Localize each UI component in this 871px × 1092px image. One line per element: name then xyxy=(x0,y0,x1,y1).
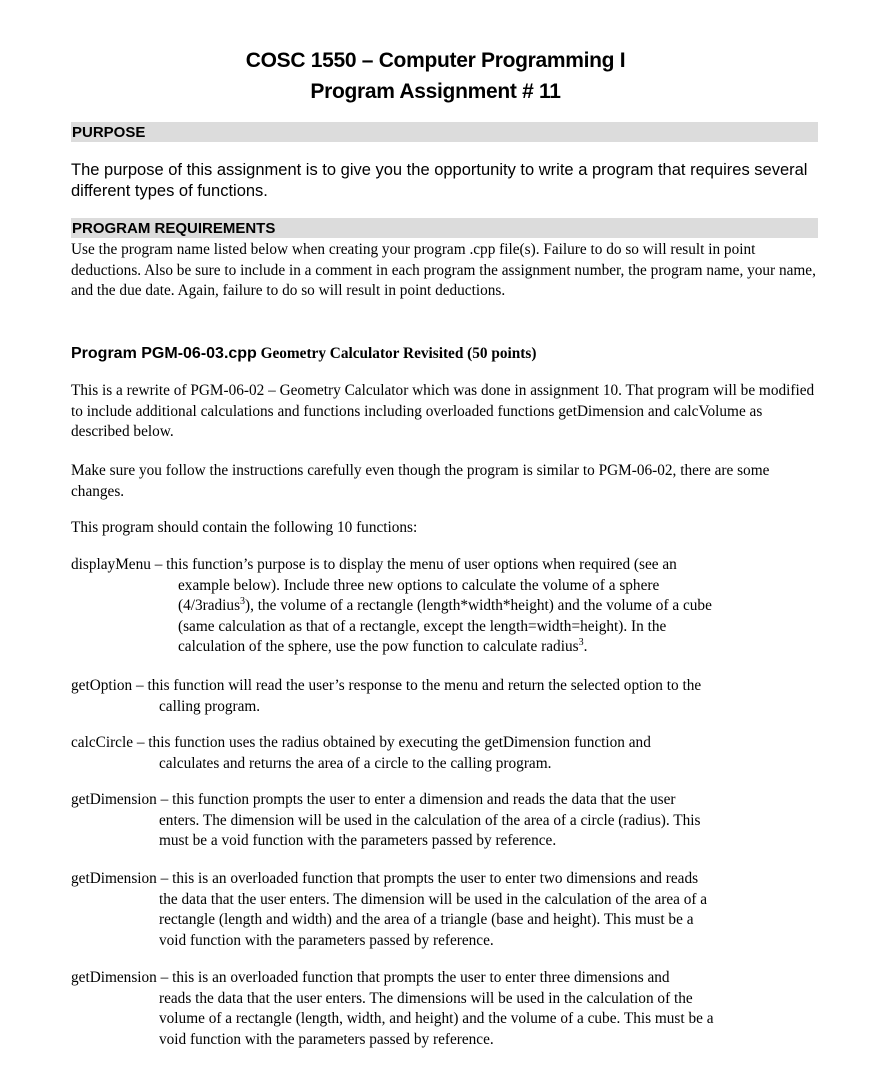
program-intro: This is a rewrite of PGM-06-02 – Geometry Calculator which was done in assignment 10. That program will be modified to include additional calculations and functions including overloaded functions getDimension and calcVolume as described below. xyxy=(71,382,815,441)
calc-circle-line1: calcCircle – this function uses the radius obtained by executing the getDimension function and xyxy=(71,734,651,751)
get-dimension-2-line1: getDimension – this is an overloaded function that prompts the user to enter two dimensions and reads xyxy=(71,870,699,887)
program-instructions: Make sure you follow the instructions carefully even though the program is similar to PGM-06-02, there are some changes. xyxy=(71,462,770,500)
program-heading xyxy=(71,344,821,364)
get-dimension-3-line1: getDimension – this is an overloaded function that prompts the user to enter three dimensions and xyxy=(71,969,670,986)
functions-intro: This program should contain the following 10 functions: xyxy=(71,519,418,536)
requirements-heading: PROGRAM REQUIREMENTS xyxy=(71,218,818,238)
display-menu-line2: example below). Include three new options to calculate the volume of a sphere xyxy=(178,576,660,594)
display-menu-line5: calculation of the sphere, use the pow function to calculate radius$^3$. xyxy=(178,637,588,656)
function-calc-circle xyxy=(71,733,819,774)
display-menu-line4: (same calculation as that of a rectangle, except the length=width=height). In the xyxy=(178,617,667,635)
purpose-text: The purpose of this assignment is to give you the opportunity to write a program that requires several different types of functions. xyxy=(71,161,808,200)
get-dimension-3-line2: reads the data that the user enters. The dimensions will be used in the calculation of the xyxy=(159,989,693,1007)
get-dimension-3-line3: volume of a rectangle (length, width, and height) and the volume of a cube. This must be a xyxy=(159,1010,714,1028)
display-menu-line1: displayMenu – this function’s purpose is to display the menu of user options when required (see an xyxy=(71,556,677,573)
get-dimension-2-line2: the data that the user enters. The dimension will be used in the calculation of the area of a xyxy=(159,890,708,908)
assignment-title: Program Assignment # 11 xyxy=(310,80,561,103)
function-display-menu xyxy=(71,555,819,658)
get-dimension-1-line2: enters. The dimension will be used in the calculation of the area of a circle (radius). This xyxy=(159,811,701,829)
function-get-dimension-2 xyxy=(71,869,819,951)
function-get-option xyxy=(71,676,819,717)
get-dimension-1-line1: getDimension – this function prompts the user to enter a dimension and reads the data that the user xyxy=(71,791,676,808)
function-get-dimension-3 xyxy=(71,968,819,1050)
function-get-dimension-1 xyxy=(71,790,819,852)
get-option-line1: getOption – this function will read the user’s response to the menu and return the selected option to the xyxy=(71,677,702,694)
course-title: COSC 1550 – Computer Programming I xyxy=(245,49,626,72)
display-menu-line3: (4/3radius$^3$), the volume of a rectangle (length*width*height) and the volume of a cube xyxy=(178,596,712,615)
program-file-name: Program PGM-06-03.cpp xyxy=(71,345,257,362)
calc-circle-line2: calculates and returns the area of a circle to the calling program. xyxy=(159,754,552,772)
get-option-line2: calling program. xyxy=(159,697,261,715)
program-title: Geometry Calculator Revisited (50 points) xyxy=(260,345,537,362)
get-dimension-2-line4: void function with the parameters passed by reference. xyxy=(159,931,494,949)
requirements-text: Use the program name listed below when creating your program .cpp file(s). Failure to do so will result in point deductions. Also be sure to include in a comment in each program the assignment number, the program name, your name, and the due date. Again, failure to do so will result in point deductions. xyxy=(71,241,816,300)
get-dimension-1-line3: must be a void function with the parameters passed by reference. xyxy=(159,832,557,850)
get-dimension-3-line4: void function with the parameters passed by reference. xyxy=(159,1030,494,1048)
purpose-heading: PURPOSE xyxy=(71,122,818,142)
get-dimension-2-line3: rectangle (length and width) and the area of a triangle (base and height). This must be a xyxy=(159,911,694,929)
